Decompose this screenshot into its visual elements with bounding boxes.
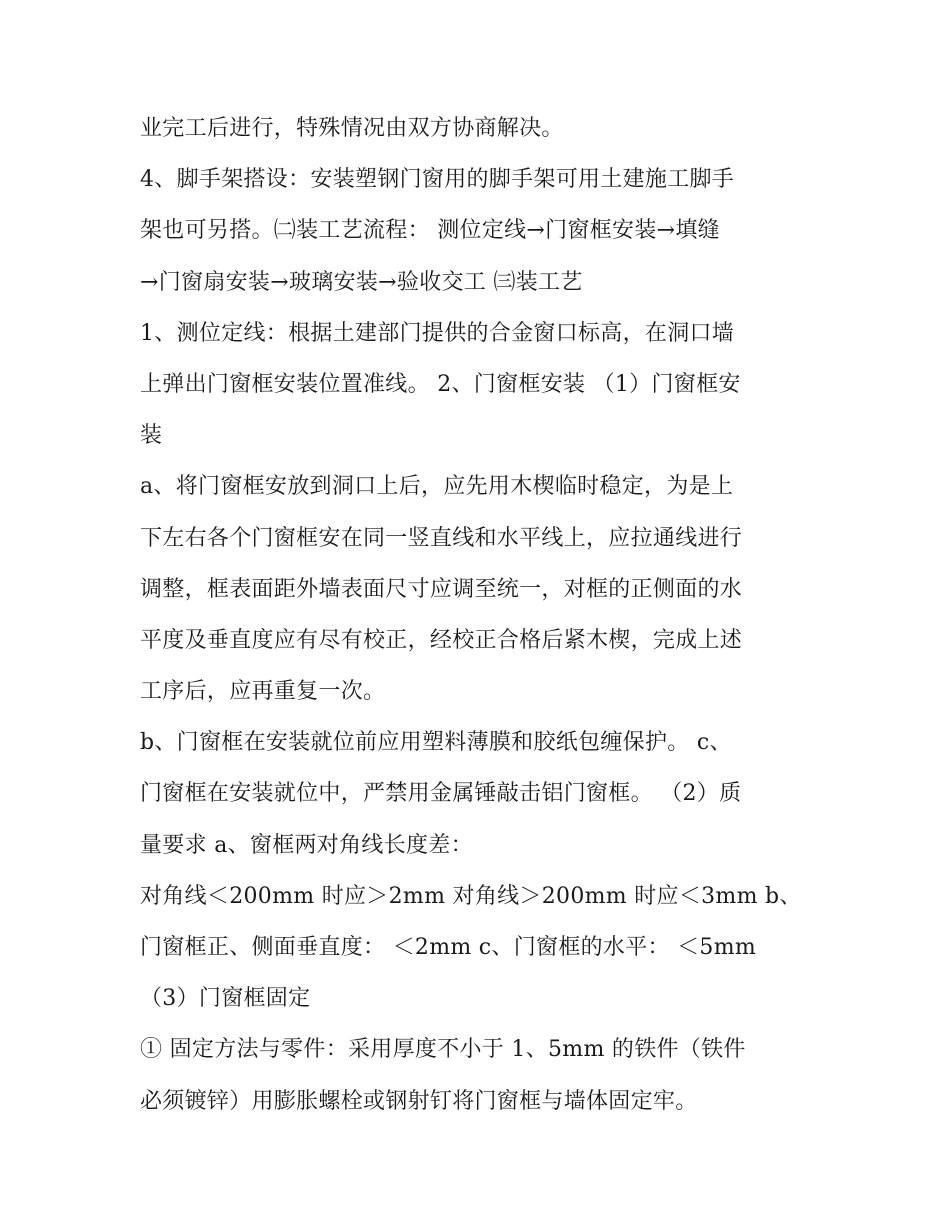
text-line: 装: [140, 423, 163, 449]
text-line: b、门窗框在安装就位前应用塑料薄膜和胶纸包缠保护。 c、: [140, 730, 732, 756]
text-line: ① 固定方法与零件：采用厚度不小于 1、5mm 的铁件（铁件: [140, 1037, 746, 1063]
text-line: 必须镀锌）用膨胀螺栓或钢射钉将门窗框与墙体固定牢。: [140, 1088, 698, 1114]
document-body: [140, 103, 820, 1127]
text-line: 调整，框表面距外墙表面尺寸应调至统一，对框的正侧面的水: [140, 576, 743, 602]
text-line: 下左右各个门窗框安在同一竖直线和水平线上，应拉通线进行: [140, 525, 743, 551]
text-line: 4、脚手架搭设：安装塑钢门窗用的脚手架可用土建施工脚手: [140, 167, 735, 193]
text-line: 平度及垂直度应有尽有校正，经校正合格后紧木楔，完成上述: [140, 627, 743, 653]
text-line: 1、测位定线：根据土建部门提供的合金窗口标高，在洞口墙: [140, 320, 735, 346]
text-line: 业完工后进行，特殊情况由双方协商解决。: [140, 116, 564, 141]
text-line: a、将门窗框安放到洞口上后，应先用木楔临时稳定，为是上: [140, 474, 734, 500]
text-line: 工序后，应再重复一次。: [140, 679, 386, 705]
text-line: 门窗框在安装就位中，严禁用金属锤敲击铝门窗框。 （2）质: [140, 781, 742, 807]
text-line: 架也可另搭。㈡装工艺流程： 测位定线→门窗框安装→填缝: [140, 218, 720, 244]
text-line: 对角线＜200mm 时应＞2mm 对角线＞200mm 时应＜3mm b、: [140, 883, 802, 909]
text-line: 量要求 a、窗框两对角线长度差：: [140, 832, 473, 858]
text-line: 上弹出门窗框安装位置准线。 2、门窗框安装 （1）门窗框安: [140, 371, 741, 397]
text-line: （3）门窗框固定: [140, 986, 311, 1012]
text-line: 门窗框正、侧面垂直度： ＜2mm c、门窗框的水平： ＜5mm: [140, 935, 757, 960]
text-line: →门窗扇安装→玻璃安装→验收交工 ㈢装工艺: [140, 269, 583, 295]
